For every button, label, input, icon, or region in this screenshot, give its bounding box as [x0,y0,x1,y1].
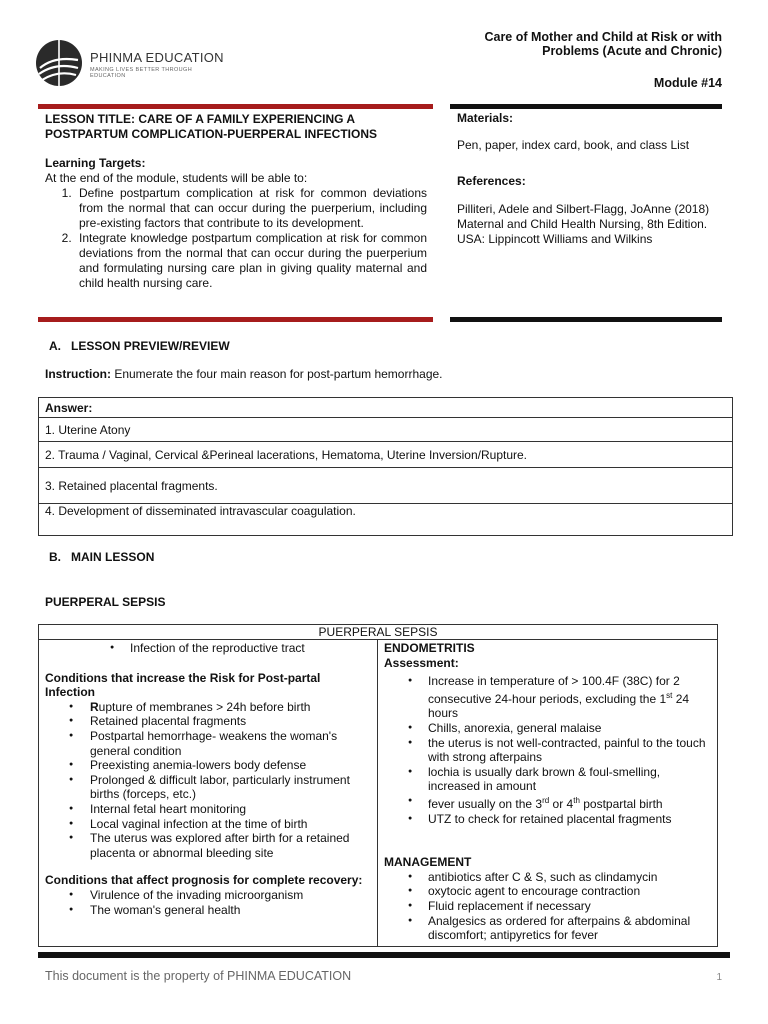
section-b-title: MAIN LESSON [71,550,155,564]
materials-text: Pen, paper, index card, book, and class List [457,138,690,152]
risk-first-rest: upture of membranes > 24h before birth [98,699,311,714]
list-item [384,674,713,721]
management-list [384,870,713,943]
temp-text-a: Increase in temperature of > 100.4F (38C) for 2 consecutive 24-hour periods, excluding the 1 [428,674,680,706]
puerperal-sepsis-table [38,624,718,947]
brand-tagline: MAKING LIVES BETTER THROUGH EDUCATION [90,67,193,79]
footer-bar [38,952,730,958]
puerperal-sepsis-title: PUERPERAL SEPSIS [45,595,166,609]
list-item: ● Fluid replacement if necessary [384,899,713,914]
brand-name: PHINMA EDUCATION [90,50,224,65]
list-item: ● Preexisting anemia-lowers body defense [45,758,373,773]
list-item: ● Analgesics as ordered for afterpains & abdominal discomfort; antipyretics for fever [384,914,713,943]
materials-box [457,111,722,247]
endometritis-heading: ENDOMETRITIS [384,641,475,655]
assessment-heading: Assessment: [384,655,459,670]
phinma-logo [34,38,224,88]
answer-heading: Answer: [39,398,733,418]
prognosis-list [45,888,373,917]
section-b-heading [49,550,154,564]
assessment-list [384,674,713,826]
list-item: ● antibiotics after C & S, such as clindamycin [384,870,713,885]
table-header: PUERPERAL SEPSIS [39,625,717,640]
list-item: ● Retained placental fragments [45,714,373,729]
answer-item: 4. Development of disseminated intravascular coagulation. [39,504,733,536]
fever-sup-rd: rd [542,795,550,805]
lesson-top-bar [38,104,433,109]
list-item: ● Postpartal hemorrhage- weakens the woman's general condition [45,729,373,758]
materials-bottom-bar [450,317,722,322]
section-a-heading [49,339,230,353]
endometritis-column [378,640,717,946]
list-item [384,794,713,812]
risk-column [39,640,378,946]
section-b-label: B. [49,550,61,564]
section-a-label: A. [49,339,61,353]
list-item: ● UTZ to check for retained placental fragments [384,812,713,827]
risk-heading: Conditions that increase the Risk for Post-partal Infection [45,670,321,700]
learning-targets-list [75,186,427,291]
table-row [39,418,733,442]
instruction-label: Instruction: [45,367,111,381]
instruction-text: Enumerate the four main reason for post-partum hemorrhage. [111,367,443,381]
answer-item: 1. Uterine Atony [39,418,733,442]
phinma-globe-icon [34,38,84,88]
course-title: Care of Mother and Child at Risk or with Problems (Acute and Chronic) [484,30,722,58]
section-a-title: LESSON PREVIEW/REVIEW [71,339,230,353]
fever-text-a: fever usually on the 3 [428,796,543,811]
risk-list [45,700,373,861]
lesson-bottom-bar [38,317,433,322]
fever-sup-th: th [573,795,580,805]
learning-target: 2. Integrate knowledge postpartum complication at risk for common deviations from the normal that can occur during the puerperium and formulating nursing care plan in giving quality maternal and child health nursing care. [75,231,427,291]
list-item: ● The uterus was explored after birth for a retained placenta or abnormal bleeding site [45,831,373,860]
table-row [39,398,733,418]
temp-text-b: 24 hours [428,691,690,721]
footer-text: This document is the property of PHINMA EDUCATION [45,969,352,983]
list-item: ● lochia is usually dark brown & foul-smelling, increased in amount [384,765,713,794]
list-item: ● oxytocic agent to encourage contraction [384,884,713,899]
module-number: Module #14 [653,76,722,90]
prognosis-heading: Conditions that affect prognosis for complete recovery: [45,873,363,888]
learning-target: 1. Define postpartum complication at risk for common deviations from the normal that can occur during the puerperium, including pre-existing factors that contribute to its development. [75,186,427,231]
references-heading: References: [457,174,526,188]
list-item: ● Virulence of the invading microorganism [45,888,373,903]
list-item: ● Internal fetal heart monitoring [45,802,373,817]
list-item: ● Infection of the reproductive tract [45,641,373,656]
answer-item: 2. Trauma / Vaginal, Cervical &Perineal lacerations, Hematoma, Uterine Inversion/Rupture. [39,442,733,468]
list-item: ● the uterus is not well-contracted, painful to the touch with strong afterpains [384,736,713,765]
answer-table [38,397,733,536]
learning-targets-intro: At the end of the module, students will be able to: [45,171,308,185]
materials-heading: Materials: [457,111,514,125]
top-list [45,641,373,656]
table-row [39,468,733,504]
list-item: ● Chills, anorexia, general malaise [384,721,713,736]
lesson-title: LESSON TITLE: CARE OF A FAMILY EXPERIENCING A POSTPARTUM COMPLICATION-PUERPERAL INFECTIONS [45,112,378,141]
learning-targets-heading: Learning Targets: [45,156,146,170]
answer-item: 3. Retained placental fragments. [39,468,733,504]
instruction [45,367,443,381]
list-item: ● Prolonged & difficult labor, particularly instrument births (forceps, etc.) [45,773,373,802]
list-item: ● The woman's general health [45,903,373,918]
management-heading: MANAGEMENT [384,855,472,870]
lesson-box [45,112,427,291]
temp-sup: st [666,690,673,700]
risk-initial: R [90,699,99,714]
list-item [45,700,373,715]
page-number: 1 [716,972,722,983]
table-row [39,442,733,468]
fever-text-c: postpartal birth [579,796,663,811]
references-text: Pilliteri, Adele and Silbert-Flagg, JoAnne (2018) Maternal and Child Health Nursing, 8th Edition. USA: Lippincott Williams and Wilkins [457,202,710,246]
fever-text-b: or 4 [549,796,574,811]
table-row [39,504,733,536]
materials-top-bar [450,104,722,109]
list-item: ● Local vaginal infection at the time of birth [45,817,373,832]
